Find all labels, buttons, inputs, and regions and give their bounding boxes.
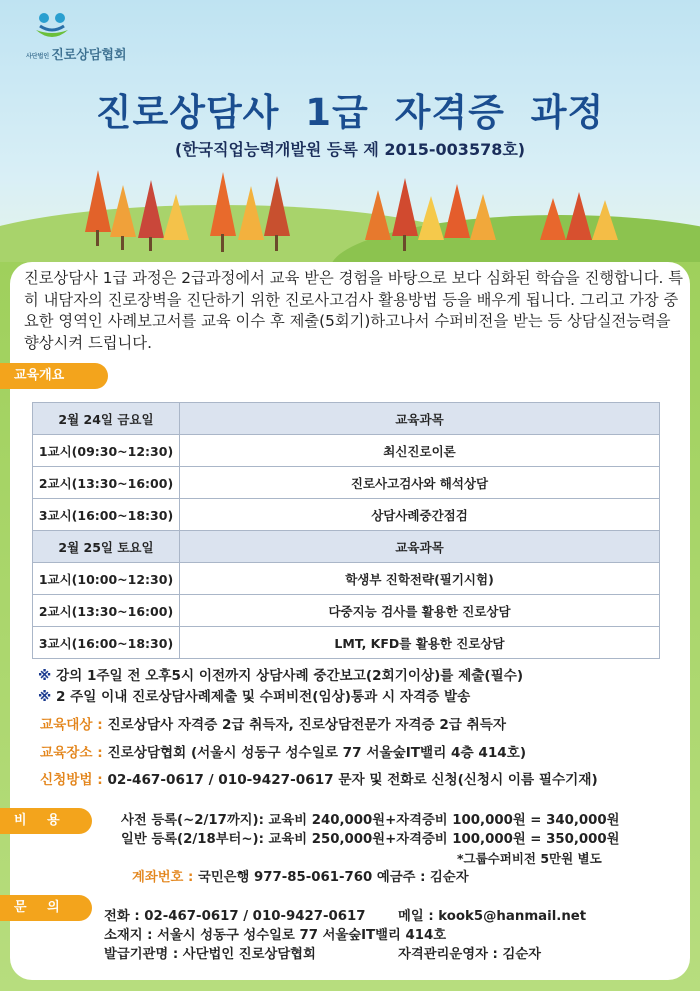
logo-text: 사단법인 진로상담협회: [26, 48, 127, 63]
section-label-overview: 교육개요: [0, 363, 108, 389]
notes-list: [38, 666, 678, 708]
note-mark: ※: [38, 689, 52, 705]
period-cell: 2교시(13:30~16:00): [33, 467, 180, 499]
period-cell: 2교시(13:30~16:00): [33, 595, 180, 627]
contact-manager: 자격관리운영자 : 김순자: [398, 947, 542, 962]
table-row: [33, 627, 660, 659]
page-title: 진로상담사 1급 자격증 과정: [95, 91, 605, 134]
period-cell: 3교시(16:00~18:30): [33, 627, 180, 659]
info-place: [40, 741, 526, 761]
subject-cell: 최신진로이론: [180, 435, 660, 467]
table-row: [33, 499, 660, 531]
note-text: 2 주일 이내 진로상담사례제출 및 수퍼비전(임상)통과 시 자격증 발송: [55, 689, 471, 705]
info-label: 교육장소 :: [40, 745, 103, 761]
fee-early: 사전 등록(~2/17까지): 교육비 240,000원+자격증비 100,000원 = 340,000원: [121, 813, 620, 828]
table-row: [33, 563, 660, 595]
section-label-fee: 비 용: [0, 808, 92, 834]
note-text: 강의 1주일 전 오후5시 이전까지 상담사례 중간보고(2회기이상)를 제출(필수): [55, 668, 524, 684]
period-cell: 1교시(10:00~12:30): [33, 563, 180, 595]
contact-phone[interactable]: 전화 : 02-467-0617 / 010-9427-0617: [104, 909, 366, 924]
section-label-contact: 문 의: [0, 895, 92, 921]
logo-mark-icon: [32, 10, 72, 44]
info-value: 진로상담협회 (서울시 성동구 성수일로 77 서울숲IT밸리 4층 414호): [107, 745, 527, 761]
schedule-table: [32, 402, 660, 659]
contact-issuer: 발급기관명 : 사단법인 진로상담협회: [104, 947, 316, 962]
info-label: 신청방법 :: [40, 772, 103, 788]
subject-header: 교육과목: [180, 531, 660, 563]
table-header-row: [33, 403, 660, 435]
note-mark: ※: [38, 668, 52, 684]
info-target: [40, 713, 506, 733]
period-cell: 3교시(16:00~18:30): [33, 499, 180, 531]
subject-cell: LMT, KFD를 활용한 진로상담: [180, 627, 660, 659]
info-value: 국민은행 977-85-061-760 예금주 : 김순자: [197, 870, 469, 885]
bank-account: [132, 866, 469, 885]
info-apply: [40, 768, 598, 788]
info-label: 교육대상 :: [40, 717, 103, 733]
day-header: 2월 24일 금요일: [33, 403, 180, 435]
table-row: [33, 467, 660, 499]
info-label: 계좌번호 :: [132, 870, 194, 885]
subject-cell: 다중지능 검사를 활용한 진로상담: [180, 595, 660, 627]
subject-cell: 진로사고검사와 해석상담: [180, 467, 660, 499]
period-cell: 1교시(09:30~12:30): [33, 435, 180, 467]
note-item: [38, 687, 678, 708]
association-logo: [22, 10, 142, 65]
subject-header: 교육과목: [180, 403, 660, 435]
info-value: 진로상담사 자격증 2급 취득자, 진로상담전문가 자격증 2급 취득자: [107, 717, 507, 733]
subject-cell: 상담사례중간점검: [180, 499, 660, 531]
registration-subtitle: (한국직업능력개발원 등록 제 2015-003578호): [174, 140, 526, 159]
contact-address: 소재지 : 서울시 성동구 성수일로 77 서울숲IT밸리 414호: [104, 928, 447, 943]
contact-email[interactable]: 메일 : kook5@hanmail.net: [398, 909, 587, 924]
fee-regular: 일반 등록(2/18부터~): 교육비 250,000원+자격증비 100,000원 = 350,000원: [121, 832, 620, 847]
table-row: [33, 595, 660, 627]
table-header-row: [33, 531, 660, 563]
table-row: [33, 435, 660, 467]
intro-paragraph: 진로상담사 1급 과정은 2급과정에서 교육 받은 경험을 바탕으로 보다 심화된 학습을 진행합니다. 특히 내담자의 진로장벽을 진단하기 위한 진로사고검사 활용방법 등을 배우게 됩니다. 그리고 가장 중요한 영역인 사례보고서를 교육 이수 후 제출(5회기)하고나서 수퍼비전을 받는 등 상담실전능력을 향상시켜 드립니다.: [24, 269, 683, 352]
fee-extra-note: *그룹수퍼비전 5만원 별도: [457, 851, 602, 866]
subject-cell: 학생부 진학전략(필기시험): [180, 563, 660, 595]
info-value: 02-467-0617 / 010-9427-0617 문자 및 전화로 신청(신청시 이름 필수기재): [107, 772, 598, 788]
day-header: 2월 25일 토요일: [33, 531, 180, 563]
note-item: [38, 666, 678, 687]
